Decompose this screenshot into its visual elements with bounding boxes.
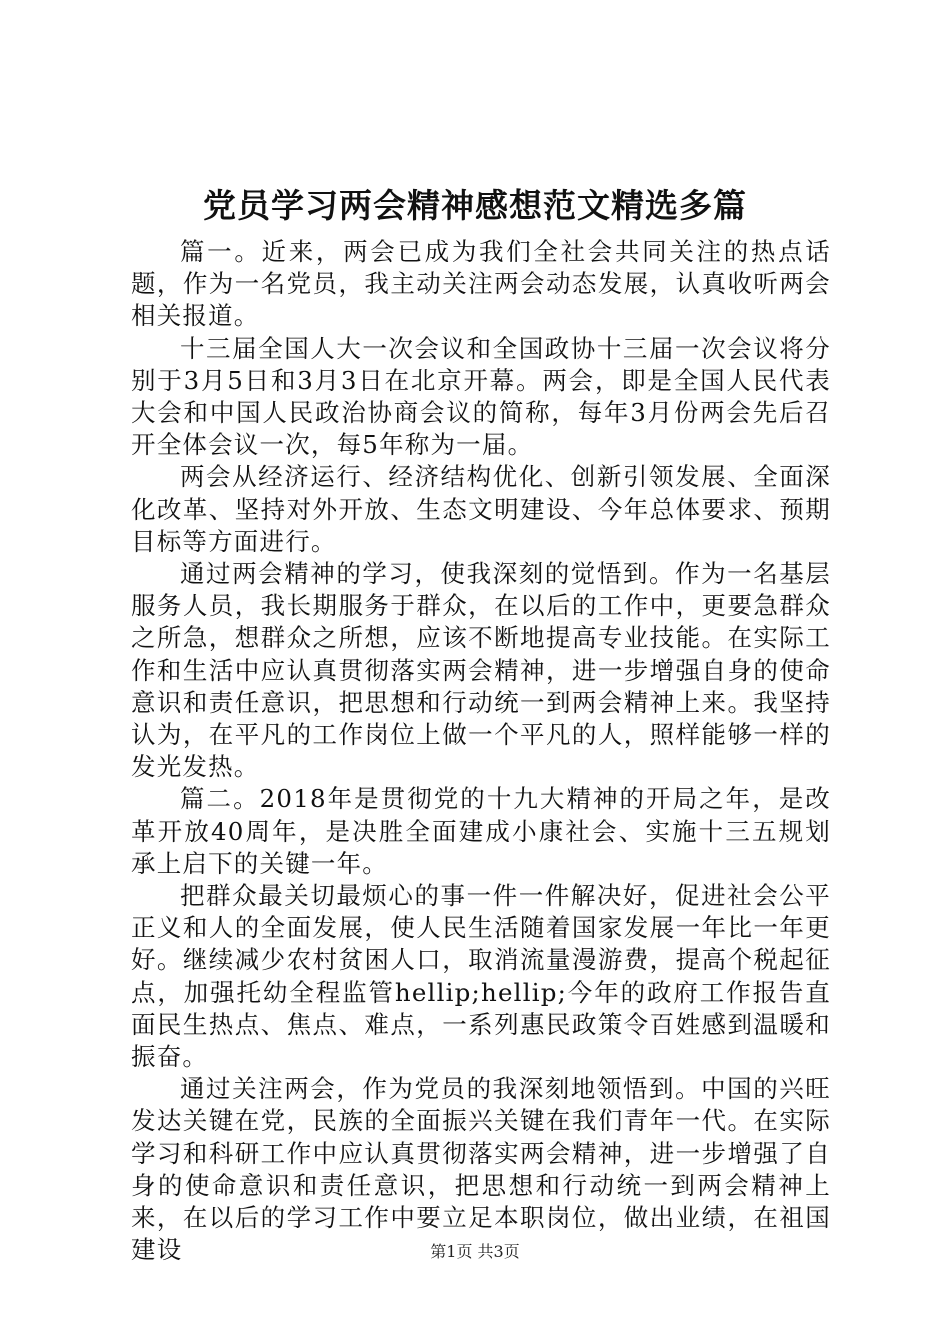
page-number-footer: 第1页 共3页	[430, 1242, 520, 1261]
paragraph-2: 十三届全国人大一次会议和全国政协十三届一次会议将分别于3月5日和3月3日在北京开幕。两会，即是全国人民代表大会和中国人民政治协商会议的简称，每年3月份两会先后召开全体会议一次，每5年称为一届。	[131, 333, 831, 460]
paragraph-6: 把群众最关切最烦心的事一件一件解决好，促进社会公平正义和人的全面发展，使人民生活随着国家发展一年比一年更好。继续减少农村贫困人口，取消流量漫游费，提高个税起征点，加强托幼全程监管hellip;hellip;今年的政府工作报告直面民生热点、焦点、难点，一系列惠民政策令百姓感到温暖和振奋。	[131, 881, 831, 1072]
paragraph-4: 通过两会精神的学习，使我深刻的觉悟到。作为一名基层服务人员，我长期服务于群众，在以后的工作中，更要急群众之所急，想群众之所想，应该不断地提高专业技能。在实际工作和生活中应认真贯彻落实两会精神，进一步增强自身的使命意识和责任意识，把思想和行动统一到两会精神上来。我坚持认为，在平凡的工作岗位上做一个平凡的人，照样能够一样的发光发热。	[131, 559, 831, 782]
document-body	[131, 236, 831, 1267]
paragraph-7: 通过关注两会，作为党员的我深刻地领悟到。中国的兴旺发达关键在党，民族的全面振兴关键在我们青年一代。在实际学习和科研工作中应认真贯彻落实两会精神，进一步增强了自身的使命意识和责任意识，把思想和行动统一到两会精神上来，在以后的学习工作中要立足本职岗位，做出业绩，在祖国建设	[131, 1074, 831, 1265]
document-title: 党员学习两会精神感想范文精选多篇	[203, 186, 747, 225]
paragraph-3: 两会从经济运行、经济结构优化、创新引领发展、全面深化改革、坚持对外开放、生态文明建设、今年总体要求、预期目标等方面进行。	[131, 462, 831, 556]
paragraph-5: 篇二。2018年是贯彻党的十九大精神的开局之年，是改革开放40周年，是决胜全面建成小康社会、实施十三五规划承上启下的关键一年。	[131, 784, 831, 878]
paragraph-1: 篇一。近来，两会已成为我们全社会共同关注的热点话题，作为一名党员，我主动关注两会动态发展，认真收听两会相关报道。	[131, 237, 831, 331]
